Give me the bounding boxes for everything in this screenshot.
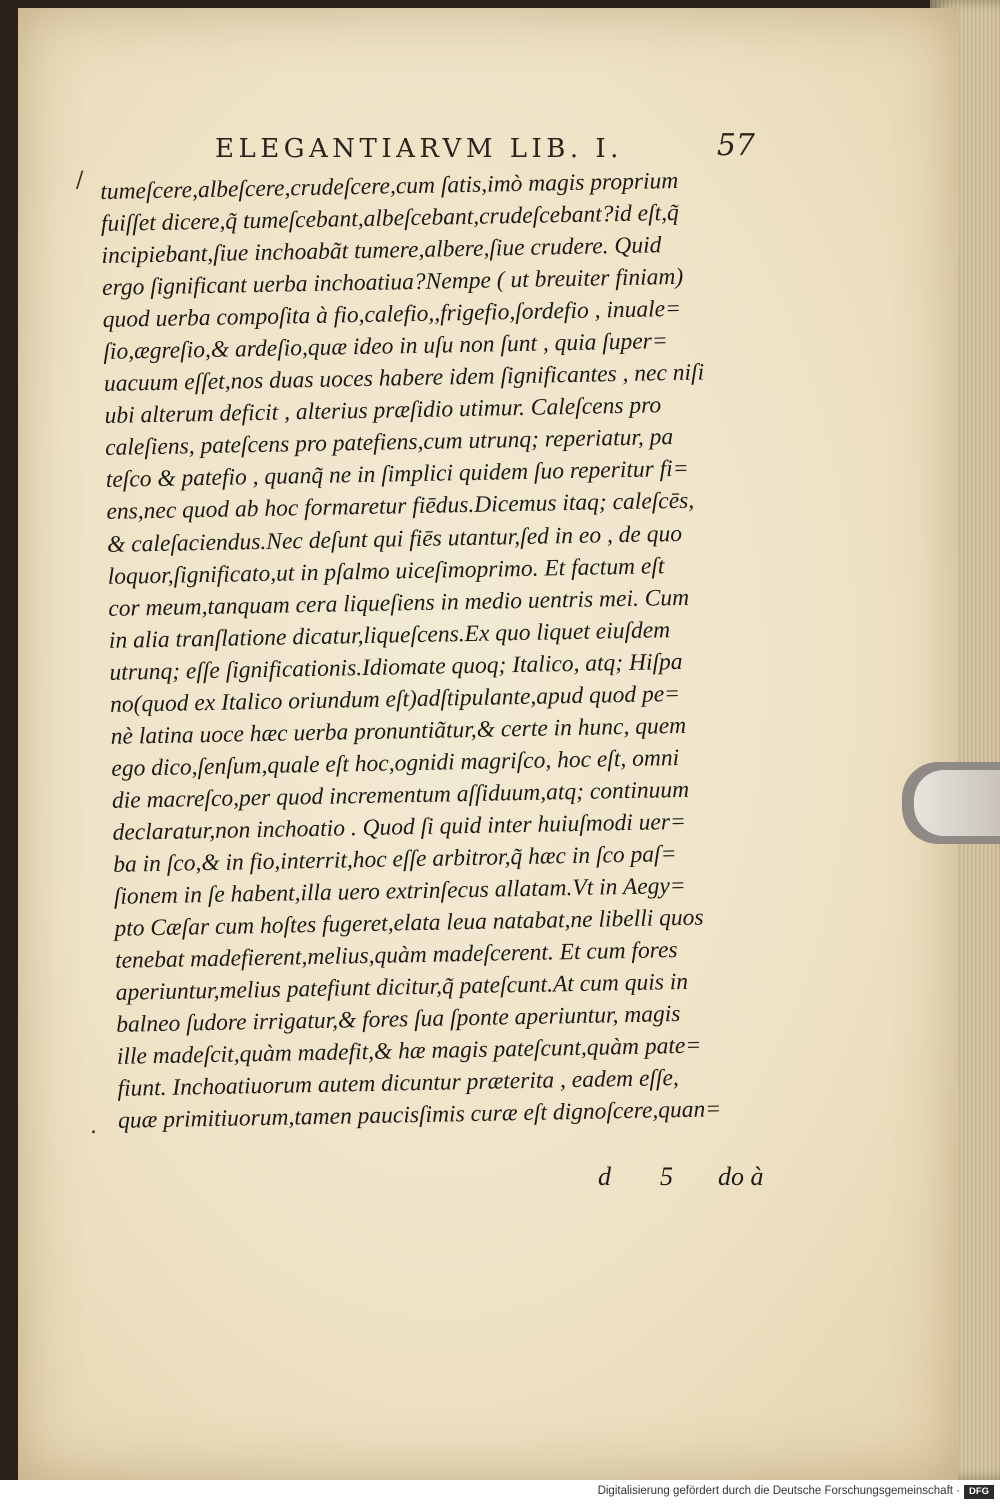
text-line: teſco & patefio , quanq̃ ne in ſimplici quidem ſuo reperitur fi= <box>105 456 689 494</box>
margin-mark: / <box>76 168 84 193</box>
running-head-title: ELEGANTIARVM LIB. I. <box>215 134 623 164</box>
text-line: no(quod ex Italico oriundum eſt)adſtipulante,apud quod pe= <box>109 680 681 718</box>
signature-number: 5 <box>660 1162 673 1191</box>
text-line: ergo ſignificant uerba inchoatiua?Nempe ( ut breuiter finiam) <box>101 263 684 302</box>
footer-bar <box>0 1480 1000 1504</box>
text-line: uacuum eſſet,nos duas uoces habere idem ſignificantes , nec niſi <box>103 359 705 398</box>
text-line: & caleſaciendus.Nec deſunt qui fiēs utantur,ſed in eo , de quo <box>106 520 683 558</box>
text-line: quod uerba compoſita à fio,calefio,,frigefio,ſordefio , inuale= <box>102 296 682 334</box>
text-line: nè latina uoce hæc uerba pronuntiãtur,& certe in hunc, quem <box>110 712 687 750</box>
text-line: die macreſco,per quod incrementum aſſiduum,atq; continuum <box>111 776 690 814</box>
bookmark-clip <box>902 762 1000 844</box>
margin-mark: . <box>90 1114 97 1139</box>
text-line: aperiuntur,melius patefiunt dicitur,q̃ pateſcunt.At cum quis in <box>115 969 689 1007</box>
text-line: utrunq; eſſe ſignificationis.Idiomate quoq; Italico, atq; Hiſpa <box>109 648 683 686</box>
dfg-logo: DFG <box>964 1485 994 1499</box>
page-number: 57 <box>716 128 755 163</box>
catchword: do à <box>718 1162 764 1191</box>
text-line: tenebat madefierent,melius,quàm madeſcerent. Et cum fores <box>114 937 678 974</box>
body-text <box>100 163 798 1137</box>
text-line: loquor,ſignificato,ut in pſalmo uiceſimoprimo. Et factum eſt <box>107 552 665 590</box>
bookmark-clip-face <box>914 770 1000 836</box>
text-line: caleſiens, pateſcens pro patefiens,cum utrunq; reperiatur, pa <box>104 424 674 462</box>
text-line: tumeſcere,albeſcere,crudeſcere,cum ſatis,imò magis proprium <box>100 167 679 205</box>
signature-line <box>598 1162 788 1198</box>
text-line: fuiſſet dicere,q̃ tumeſcebant,albeſcebant,crudeſcebant?id eſt,q̃ <box>100 199 680 238</box>
text-line: ſionem in ſe habent,illa uero extrinſecus allatam.Vt in Aegy= <box>113 872 686 910</box>
text-line: fiunt. Inchoatiuorum autem dicuntur præterita , eadem eſſe, <box>117 1065 680 1103</box>
funding-credit: Digitalisierung gefördert durch die Deutsche Forschungsgemeinschaft · <box>597 1485 960 1497</box>
text-line: cor meum,tanquam cera liqueſiens in medio uentris mei. Cum <box>108 584 690 622</box>
text-line: ba in ſco,& in fio,interrit,hoc eſſe arbitror,q̃ hæc in ſco paſ= <box>112 841 677 878</box>
signature-mark: d <box>598 1162 611 1191</box>
text-line: ego dico,ſenſum,quale eſt hoc,ognidi magriſco, hoc eſt, omni <box>111 744 680 782</box>
text-line: pto Cæſar cum hoſtes fugeret,elata leua natabat,ne libelli quos <box>114 904 704 942</box>
text-line: ubi alterum deficit , alterius præſidio utimur. Caleſcens pro <box>104 392 662 430</box>
text-line: incipiebant,ſiue inchoabãt tumere,albere,ſiue crudere. Quid <box>101 232 662 270</box>
running-head <box>215 128 755 168</box>
text-line: in alia tranſlatione dicatur,liqueſcens.Ex quo liquet eiuſdem <box>108 616 671 654</box>
text-line: ens,nec quod ab hoc formaretur fiēdus.Dicemus itaq; caleſcēs, <box>106 488 695 526</box>
text-line: declaratur,non inchoatio . Quod ſi quid inter huiuſmodi uer= <box>112 808 687 846</box>
text-line: balneo ſudore irrigatur,& fores ſua ſponte aperiuntur, magis <box>116 1001 681 1039</box>
text-line: quæ primitiuorum,tamen paucisſimis curæ eſt dignoſcere,quan= <box>117 1096 722 1135</box>
text-line: ſio,ægreſio,& ardeſio,quæ ideo in uſu non ſunt , quia ſuper= <box>103 328 668 366</box>
text-line: ille madeſcit,quàm madefit,& hæ magis pateſcunt,quàm pate= <box>116 1032 702 1071</box>
